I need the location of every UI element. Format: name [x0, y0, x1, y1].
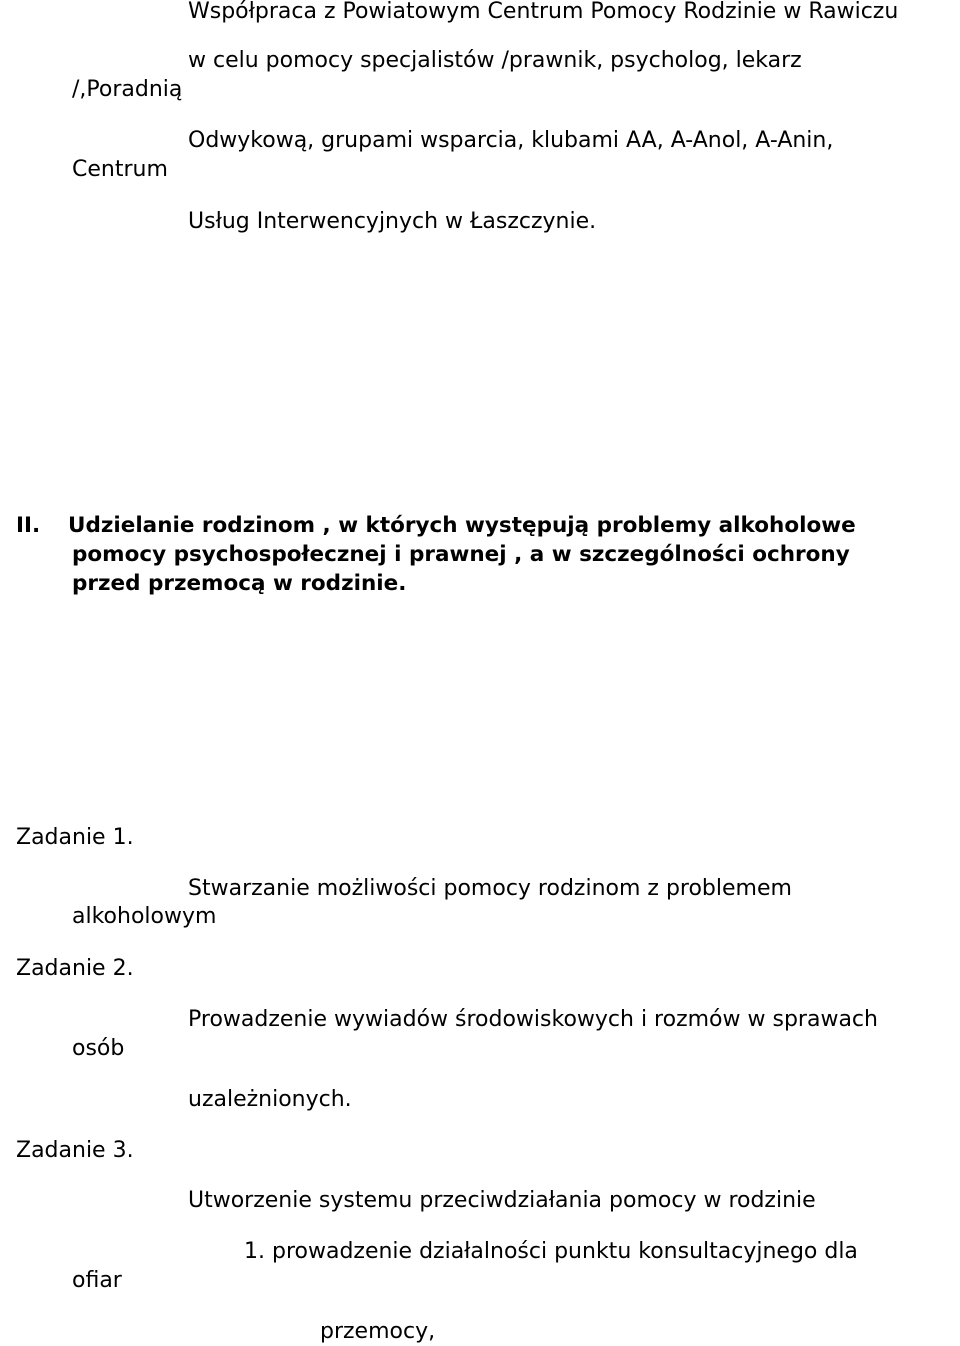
section-number: II. [16, 513, 41, 538]
task-2-label: Zadanie 2. [16, 956, 134, 981]
cooperation-line: Współpraca z Powiatowym Centrum Pomocy Rodzinie w Rawiczu [188, 0, 899, 24]
intervention-services-line: Usług Interwencyjnych w Łaszczynie. [188, 209, 597, 234]
section-heading-line-3: przed przemocą w rodzinie. [72, 571, 407, 596]
centre-line: Centrum [72, 157, 168, 182]
task-3-label: Zadanie 3. [16, 1138, 134, 1163]
section-heading-line-2: pomocy psychospołecznej i prawnej , a w szczególności ochrony [72, 542, 850, 567]
task-3-item-1: 1. prowadzenie działalności punktu konsultacyjnego dla [244, 1239, 858, 1264]
task-2-text: Prowadzenie wywiadów środowiskowych i rozmów w sprawach [188, 1007, 878, 1032]
clinic-line: /,Poradnią [72, 77, 183, 102]
section-heading-line-1: Udzielanie rodzinom , w których występują problemy alkoholowe [68, 513, 856, 538]
task-1-label: Zadanie 1. [16, 825, 134, 850]
task-3-text: Utworzenie systemu przeciwdziałania pomocy w rodzinie [188, 1188, 816, 1213]
support-groups-line: Odwykową, grupami wsparcia, klubami AA, A-Anol, A-Anin, [188, 128, 834, 153]
task-2-text-cont: osób [72, 1036, 125, 1061]
task-1-text: Stwarzanie możliwości pomocy rodzinom z problemem [188, 876, 792, 901]
task-1-text-cont: alkoholowym [72, 904, 217, 929]
task-3-item-1-cont-2: przemocy, [320, 1319, 436, 1344]
specialists-line: w celu pomocy specjalistów /prawnik, psycholog, lekarz [188, 48, 802, 73]
task-3-item-1-cont: ofiar [72, 1268, 122, 1293]
task-2-text-cont-2: uzależnionych. [188, 1087, 352, 1112]
